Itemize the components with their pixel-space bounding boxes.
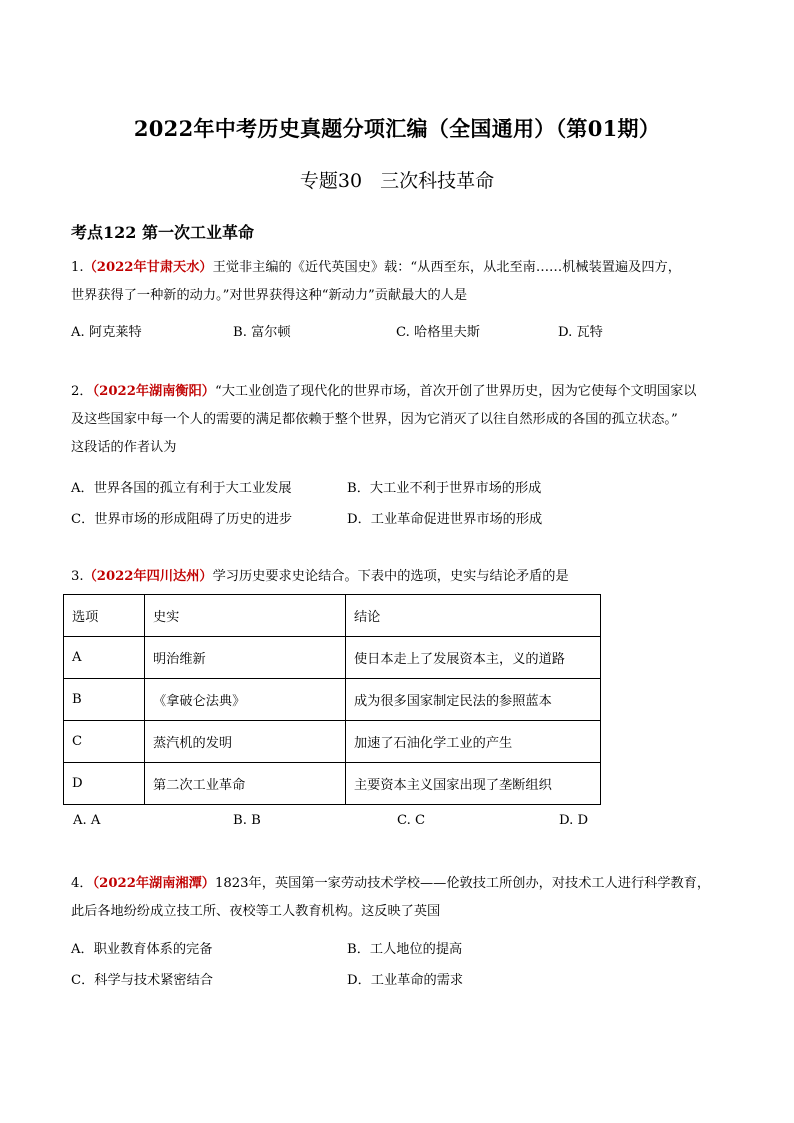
- question-4-text-1: 1823年，英国第一家劳动技术学校——伦敦技工所创办，对技术工人进行科学教育，: [215, 876, 711, 891]
- option-c: C. C: [397, 813, 426, 828]
- table-cell: 成为很多国家制定民法的参照蓝本: [346, 679, 601, 721]
- table-cell: 《拿破仑法典》: [145, 679, 346, 721]
- option-a: A．职业教育体系的完备: [71, 942, 213, 957]
- document-title: 2022年中考历史真题分项汇编（全国通用）（第01期）: [133, 116, 661, 141]
- document-subtitle: [0, 166, 794, 193]
- table-header-row: [64, 595, 601, 637]
- option-c: C．科学与技术紧密结合: [71, 973, 213, 988]
- option-d: D. D: [559, 813, 589, 828]
- question-3-text-1: 学习历史要求史论结合。下表中的选项，史实与结论矛盾的是: [212, 569, 569, 584]
- option-a: A．世界各国的孤立有利于大工业发展: [71, 481, 292, 496]
- question-1-number: 1.: [71, 260, 84, 275]
- question-1-source: （2022年甘肃天水）: [83, 260, 213, 275]
- option-c: C．世界市场的形成阻碍了历史的进步: [71, 512, 293, 527]
- table-cell: 明治维新: [145, 637, 346, 679]
- question-3-source: （2022年四川达州）: [83, 569, 213, 584]
- question-2-text-1: “大工业创造了现代化的世界市场，首次开创了世界历史，因为它使每个文明国家以: [215, 384, 697, 399]
- question-4-text-2: 此后各地纷纷成立技工所、夜校等工人教育机构。这反映了英国: [71, 904, 441, 919]
- table-header-cell: 史实: [145, 595, 346, 637]
- table-row: [64, 721, 601, 763]
- question-2-source: （2022年湖南衡阳）: [92, 384, 215, 399]
- question-2-number: 2．: [71, 384, 93, 399]
- table-header-cell: 结论: [346, 595, 601, 637]
- option-b: B．工人地位的提高: [347, 942, 463, 957]
- question-3-number: 3.: [71, 569, 84, 584]
- option-c: C. 哈格里夫斯: [396, 325, 480, 340]
- table-cell: A: [64, 637, 145, 679]
- question-4-number: 4．: [71, 876, 93, 891]
- table-row: [64, 679, 601, 721]
- question-4: [71, 870, 731, 926]
- table-row: [64, 637, 601, 679]
- table-cell: 加速了石油化学工业的产生: [346, 721, 601, 763]
- question-2-text-2: 及这些国家中每一个人的需要的满足都依赖于整个世界，因为它消灭了以往自然形成的各国的孤立状态。”: [71, 412, 678, 427]
- option-b: B. 富尔顿: [233, 325, 291, 340]
- topic-number: 专题30: [299, 170, 363, 192]
- question-1-text-1: 王觉非主编的《近代英国史》载：“从西至东，从北至南……机械装置遍及四方，: [212, 260, 681, 275]
- table-cell: 第二次工业革命: [145, 763, 346, 805]
- question-1-line-1: [71, 254, 731, 282]
- question-2: [71, 378, 731, 462]
- option-d: D．工业革命的需求: [347, 973, 464, 988]
- question-4-source: （2022年湖南湘潭）: [92, 876, 215, 891]
- table-cell: 使日本走上了发展资本主，义的道路: [346, 637, 601, 679]
- table-cell: 蒸汽机的发明: [145, 721, 346, 763]
- option-b: B．大工业不利于世界市场的形成: [347, 481, 542, 496]
- table-cell: B: [64, 679, 145, 721]
- table-header-cell: 选项: [64, 595, 145, 637]
- option-d: D．工业革命促进世界市场的形成: [347, 512, 543, 527]
- question-4-line-1: [71, 870, 731, 898]
- table-row: [64, 763, 601, 805]
- table-cell: 主要资本主义国家出现了垄断组织: [346, 763, 601, 805]
- option-d: D. 瓦特: [558, 325, 603, 340]
- table-cell: D: [64, 763, 145, 805]
- section-heading: 考点122 第一次工业革命: [71, 223, 254, 242]
- option-a: A. 阿克莱特: [71, 325, 142, 340]
- question-3: [71, 563, 731, 591]
- option-b: B. B: [233, 813, 261, 828]
- question-1-text-2: 世界获得了一种新的动力。”对世界获得这种“新动力”贡献最大的人是: [71, 288, 468, 303]
- question-3-table: [63, 594, 601, 805]
- question-2-text-3: 这段话的作者认为: [71, 440, 177, 455]
- question-3-line-1: [71, 563, 731, 591]
- topic-name: 三次科技革命: [380, 170, 495, 192]
- option-a: A. A: [73, 813, 101, 828]
- question-2-line-1: [71, 378, 731, 406]
- question-1: [71, 254, 731, 310]
- table-cell: C: [64, 721, 145, 763]
